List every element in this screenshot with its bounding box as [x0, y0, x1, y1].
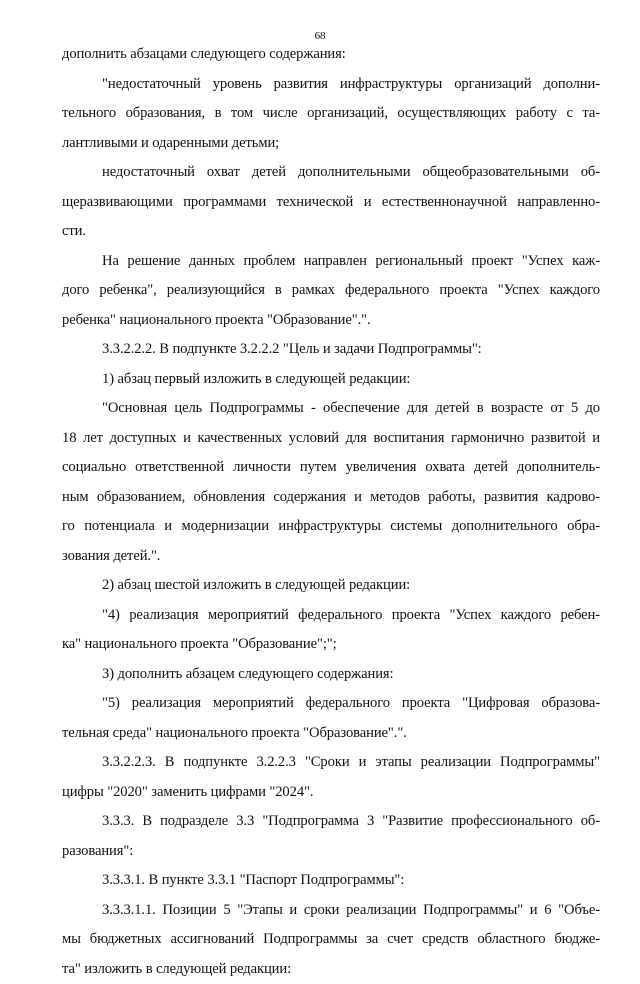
text-line: го потенциала и модернизации инфраструктуры системы дополнительного обра- — [62, 512, 600, 542]
text-line: зования детей.". — [62, 542, 600, 572]
text-line: 1) абзац первый изложить в следующей редакции: — [62, 365, 600, 395]
page-number: 68 — [0, 30, 640, 42]
text-line: 3.3.3.1.1. Позиции 5 "Этапы и сроки реализации Подпрограммы" и 6 "Объе- — [62, 896, 600, 926]
text-line: разования": — [62, 837, 600, 867]
text-line: щеразвивающими программами технической и естественнонаучной направленно- — [62, 188, 600, 218]
text-line: "4) реализация мероприятий федерального проекта "Успех каждого ребен- — [62, 601, 600, 631]
text-line: На решение данных проблем направлен региональный проект "Успех каж- — [62, 247, 600, 277]
text-line: "5) реализация мероприятий федерального проекта "Цифровая образова- — [62, 689, 600, 719]
text-line: 2) абзац шестой изложить в следующей редакции: — [62, 571, 600, 601]
text-line: цифры "2020" заменить цифрами "2024". — [62, 778, 600, 808]
text-line: 3.3.3.1. В пункте 3.3.1 "Паспорт Подпрограммы": — [62, 866, 600, 896]
text-line: ребенка" национального проекта "Образование".". — [62, 306, 600, 336]
text-line: недостаточный охват детей дополнительными общеобразовательными об- — [62, 158, 600, 188]
text-line: 18 лет доступных и качественных условий для воспитания гармонично развитой и — [62, 424, 600, 454]
text-line: социально ответственной личности путем увеличения охвата детей дополнитель- — [62, 453, 600, 483]
text-line: мы бюджетных ассигнований Подпрограммы за счет средств областного бюдже- — [62, 925, 600, 955]
text-line: ка" национального проекта "Образование";"; — [62, 630, 600, 660]
text-line: ным образованием, обновления содержания и методов работы, развития кадрово- — [62, 483, 600, 513]
text-line: тельного образования, в том числе организаций, осуществляющих работу с та- — [62, 99, 600, 129]
text-line: лантливыми и одаренными детьми; — [62, 129, 600, 159]
text-line: 3.3.2.2.2. В подпункте 3.2.2.2 "Цель и задачи Подпрограммы": — [62, 335, 600, 365]
text-line: 3.3.3. В подразделе 3.3 "Подпрограмма 3 "Развитие профессионального об- — [62, 807, 600, 837]
text-line: 3) дополнить абзацем следующего содержания: — [62, 660, 600, 690]
text-line: дого ребенка", реализующийся в рамках федерального проекта "Успех каждого — [62, 276, 600, 306]
text-line: 3.3.2.2.3. В подпункте 3.2.2.3 "Сроки и этапы реализации Подпрограммы" — [62, 748, 600, 778]
text-line: та" изложить в следующей редакции: — [62, 955, 600, 984]
document-body — [62, 40, 600, 984]
text-line: тельная среда" национального проекта "Образование".". — [62, 719, 600, 749]
text-line: дополнить абзацами следующего содержания: — [62, 40, 600, 70]
text-line: сти. — [62, 217, 600, 247]
text-line: "Основная цель Подпрограммы - обеспечение для детей в возрасте от 5 до — [62, 394, 600, 424]
text-line: "недостаточный уровень развития инфраструктуры организаций дополни- — [62, 70, 600, 100]
